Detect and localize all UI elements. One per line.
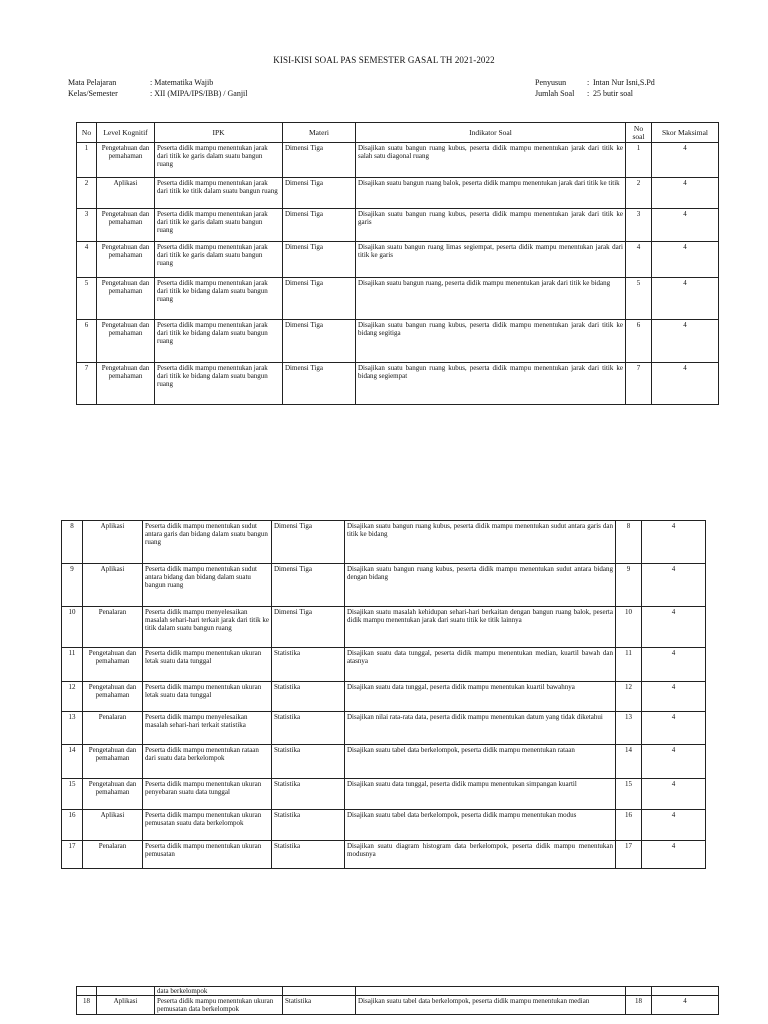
cell-level: Pengetahuan dan pemahaman: [83, 682, 143, 712]
cell-no: 4: [77, 242, 97, 278]
cell-no: 16: [62, 810, 83, 841]
cell-skor: 4: [652, 178, 719, 209]
cell-empty: [652, 987, 719, 996]
cell-indikator: Disajikan suatu tabel data berkelompok, peserta didik mampu menentukan median: [356, 996, 626, 1015]
cell-ipk: Peserta didik mampu menentukan ukuran letak suatu data tunggal: [143, 648, 272, 682]
cell-materi: Dimensi Tiga: [283, 209, 356, 242]
meta-label: Jumlah Soal: [535, 89, 575, 98]
cell-no-soal: 13: [616, 712, 642, 745]
cell-no-soal: 12: [616, 682, 642, 712]
cell-no: 11: [62, 648, 83, 682]
cell-materi: Statistika: [272, 682, 345, 712]
cell-skor: 4: [652, 996, 719, 1015]
cell-level: Pengetahuan dan pemahaman: [97, 209, 155, 242]
cell-materi: Dimensi Tiga: [272, 564, 345, 607]
cell-ipk: Peserta didik mampu menyelesaikan masalah sehari-hari terkait jarak dari titik ke titik dalam suatu bangun ruang: [143, 607, 272, 648]
table-row: [62, 810, 706, 841]
header-no-soal: No soal: [626, 123, 652, 143]
cell-materi: Statistika: [272, 841, 345, 869]
table-row: [62, 841, 706, 869]
cell-no-soal: 11: [616, 648, 642, 682]
cell-no: 15: [62, 779, 83, 810]
cell-ipk: Peserta didik mampu menentukan jarak dari titik ke bidang dalam suatu bangun ruang: [155, 320, 283, 363]
kisi-kisi-table-page-2: [61, 520, 706, 869]
cell-no-soal: 3: [626, 209, 652, 242]
table-row: [77, 320, 719, 363]
meta-right: [535, 77, 655, 99]
cell-indikator: Disajikan nilai rata-rata data, peserta didik mampu menentukan datum yang tidak diketahui: [345, 712, 616, 745]
cell-no: 10: [62, 607, 83, 648]
cell-no: 5: [77, 278, 97, 320]
cell-skor: 4: [652, 363, 719, 405]
cell-no-soal: 18: [626, 996, 652, 1015]
table-header-row: [77, 123, 719, 143]
cell-level: Pengetahuan dan pemahaman: [83, 745, 143, 779]
cell-skor: 4: [642, 607, 706, 648]
cell-materi: Statistika: [272, 712, 345, 745]
cell-level: Pengetahuan dan pemahaman: [97, 278, 155, 320]
cell-materi: Statistika: [272, 779, 345, 810]
cell-level: Aplikasi: [83, 564, 143, 607]
cell-skor: 4: [652, 209, 719, 242]
cell-indikator: Disajikan suatu data tunggal, peserta didik mampu menentukan kuartil bawahnya: [345, 682, 616, 712]
cell-ipk: Peserta didik mampu menyelesaikan masalah sehari-hari terkait statistika: [143, 712, 272, 745]
table-row-continuation: [77, 987, 719, 996]
cell-level: Aplikasi: [83, 810, 143, 841]
table-row: [62, 564, 706, 607]
cell-no: 3: [77, 209, 97, 242]
cell-no: 17: [62, 841, 83, 869]
cell-level: Pengetahuan dan pemahaman: [97, 363, 155, 405]
cell-no: 2: [77, 178, 97, 209]
cell-empty: [626, 987, 652, 996]
cell-no-soal: 10: [616, 607, 642, 648]
cell-materi: Dimensi Tiga: [283, 143, 356, 178]
cell-skor: 4: [642, 564, 706, 607]
cell-empty: [77, 987, 97, 996]
cell-indikator: Disajikan suatu bangun ruang limas segiempat, peserta didik mampu menentukan jarak dari titik ke garis: [356, 242, 626, 278]
cell-level: Penalaran: [83, 607, 143, 648]
meta-left: [68, 77, 248, 99]
meta-label: Mata Pelajaran: [68, 78, 117, 87]
meta-label: Penyusun: [535, 78, 567, 87]
cell-no-soal: 14: [616, 745, 642, 779]
cell-materi: Dimensi Tiga: [283, 242, 356, 278]
table-row: [62, 712, 706, 745]
table-row: [77, 278, 719, 320]
cell-materi: Statistika: [283, 996, 356, 1015]
cell-materi: Statistika: [272, 745, 345, 779]
cell-skor: 4: [652, 278, 719, 320]
cell-no: 9: [62, 564, 83, 607]
cell-skor: 4: [642, 682, 706, 712]
cell-level: Pengetahuan dan pemahaman: [97, 143, 155, 178]
meta-value: Intan Nur Isni,S.Pd: [593, 78, 655, 87]
cell-skor: 4: [642, 648, 706, 682]
table-row: [77, 143, 719, 178]
cell-skor: 4: [642, 841, 706, 869]
cell-no-soal: 8: [616, 521, 642, 564]
cell-empty: [97, 987, 155, 996]
meta-separator: :: [587, 89, 590, 98]
cell-no: 7: [77, 363, 97, 405]
cell-no: 13: [62, 712, 83, 745]
cell-level: Aplikasi: [83, 521, 143, 564]
kisi-kisi-table-page-1: [76, 122, 719, 405]
table-row: [77, 363, 719, 405]
cell-indikator: Disajikan suatu masalah kehidupan sehari-hari berkaitan dengan bangun ruang balok, peserta didik mampu menentukan jarak dari suatu titik ke titik lainnya: [345, 607, 616, 648]
cell-indikator: Disajikan suatu tabel data berkelompok, peserta didik mampu menentukan rataan: [345, 745, 616, 779]
meta-label: Kelas/Semester: [68, 89, 118, 98]
cell-ipk: Peserta didik mampu menentukan jarak dari titik ke garis dalam suatu bangun ruang: [155, 209, 283, 242]
cell-no-soal: 2: [626, 178, 652, 209]
cell-materi: Dimensi Tiga: [272, 521, 345, 564]
kisi-kisi-table-page-3: [76, 986, 719, 1015]
table-row: [77, 178, 719, 209]
cell-ipk: Peserta didik mampu menentukan ukuran penyebaran suatu data tunggal: [143, 779, 272, 810]
cell-ipk: Peserta didik mampu menentukan sudut antara garis dan bidang dalam suatu bangun ruang: [143, 521, 272, 564]
cell-no: 8: [62, 521, 83, 564]
cell-ipk: Peserta didik mampu menentukan jarak dari titik ke garis dalam suatu bangun ruang: [155, 242, 283, 278]
meta-separator: :: [587, 78, 590, 87]
cell-indikator: Disajikan suatu bangun ruang kubus, peserta didik mampu menentukan jarak dari titik ke bidang segitiga: [356, 320, 626, 363]
cell-indikator: Disajikan suatu bangun ruang balok, peserta didik mampu menentukan jarak dari titik ke titik: [356, 178, 626, 209]
cell-materi: Dimensi Tiga: [283, 363, 356, 405]
cell-indikator: Disajikan suatu bangun ruang kubus, peserta didik mampu menentukan sudut antara garis dan titik ke bidang: [345, 521, 616, 564]
table-row: [62, 607, 706, 648]
cell-no: 18: [77, 996, 97, 1015]
cell-indikator: Disajikan suatu bangun ruang kubus, peserta didik mampu menentukan sudut antara bidang dengan bidang: [345, 564, 616, 607]
cell-materi: Dimensi Tiga: [283, 278, 356, 320]
cell-indikator: Disajikan suatu bangun ruang kubus, peserta didik mampu menentukan jarak dari titik ke salah satu diagonal ruang: [356, 143, 626, 178]
cell-indikator: Disajikan suatu data tunggal, peserta didik mampu menentukan simpangan kuartil: [345, 779, 616, 810]
cell-skor: 4: [642, 712, 706, 745]
header-ipk: IPK: [155, 123, 283, 143]
cell-ipk: Peserta didik mampu menentukan jarak dari titik ke titik dalam suatu bangun ruang: [155, 178, 283, 209]
cell-no-soal: 1: [626, 143, 652, 178]
cell-skor: 4: [642, 745, 706, 779]
cell-ipk: Peserta didik mampu menentukan ukuran pemusatan suatu data berkelompok: [143, 810, 272, 841]
cell-indikator: Disajikan suatu bangun ruang kubus, peserta didik mampu menentukan jarak dari titik ke bidang segiempat: [356, 363, 626, 405]
cell-no-soal: 4: [626, 242, 652, 278]
cell-ipk: Peserta didik mampu menentukan ukuran pemusatan data berkelompok: [155, 996, 283, 1015]
cell-level: Penalaran: [83, 841, 143, 869]
cell-level: Penalaran: [83, 712, 143, 745]
header-skor: Skor Maksimal: [652, 123, 719, 143]
table-row: [77, 996, 719, 1015]
cell-materi: Statistika: [272, 648, 345, 682]
header-level: Level Kognitif: [97, 123, 155, 143]
cell-skor: 4: [642, 779, 706, 810]
table-row: [62, 745, 706, 779]
cell-skor: 4: [642, 521, 706, 564]
cell-level: Pengetahuan dan pemahaman: [97, 320, 155, 363]
cell-no-soal: 16: [616, 810, 642, 841]
cell-ipk: Peserta didik mampu menentukan ukuran pemusatan: [143, 841, 272, 869]
cell-materi: Statistika: [272, 810, 345, 841]
cell-no: 14: [62, 745, 83, 779]
cell-level: Aplikasi: [97, 996, 155, 1015]
meta-value: : Matematika Wajib: [150, 78, 214, 87]
cell-skor: 4: [652, 320, 719, 363]
table-row: [77, 209, 719, 242]
meta-value: : XII (MIPA/IPS/IBB) / Ganjil: [150, 89, 248, 98]
cell-no-soal: 17: [616, 841, 642, 869]
meta-value: 25 butir soal: [593, 89, 633, 98]
header-indikator: Indikator Soal: [356, 123, 626, 143]
cell-ipk: Peserta didik mampu menentukan jarak dari titik ke bidang dalam suatu bangun ruang: [155, 278, 283, 320]
cell-no: 6: [77, 320, 97, 363]
cell-no: 1: [77, 143, 97, 178]
cell-no-soal: 7: [626, 363, 652, 405]
cell-level: Pengetahuan dan pemahaman: [83, 648, 143, 682]
cell-empty: [356, 987, 626, 996]
cell-ipk-continuation: data berkelompok: [155, 987, 283, 996]
cell-ipk: Peserta didik mampu menentukan jarak dari titik ke garis dalam suatu bangun ruang: [155, 143, 283, 178]
table-row: [62, 521, 706, 564]
cell-materi: Dimensi Tiga: [283, 320, 356, 363]
cell-materi: Dimensi Tiga: [283, 178, 356, 209]
cell-ipk: Peserta didik mampu menentukan jarak dari titik ke bidang dalam suatu bangun ruang: [155, 363, 283, 405]
cell-ipk: Peserta didik mampu menentukan rataan dari suatu data berkelompok: [143, 745, 272, 779]
header-no: No: [77, 123, 97, 143]
cell-no-soal: 6: [626, 320, 652, 363]
cell-indikator: Disajikan suatu tabel data berkelompok, peserta didik mampu menentukan modus: [345, 810, 616, 841]
cell-level: Pengetahuan dan pemahaman: [97, 242, 155, 278]
page-title: KISI-KISI SOAL PAS SEMESTER GASAL TH 2021-2022: [273, 55, 495, 65]
cell-empty: [283, 987, 356, 996]
cell-no-soal: 5: [626, 278, 652, 320]
cell-skor: 4: [652, 143, 719, 178]
table-row: [62, 648, 706, 682]
cell-level: Aplikasi: [97, 178, 155, 209]
cell-ipk: Peserta didik mampu menentukan ukuran letak suatu data tunggal: [143, 682, 272, 712]
cell-indikator: Disajikan suatu diagram histogram data berkelompok, peserta didik mampu menentukan modusnya: [345, 841, 616, 869]
cell-indikator: Disajikan suatu bangun ruang, peserta didik mampu menentukan jarak dari titik ke bidang: [356, 278, 626, 320]
cell-no: 12: [62, 682, 83, 712]
cell-ipk: Peserta didik mampu menentukan sudut antara bidang dan bidang dalam suatu bangun ruang: [143, 564, 272, 607]
header-materi: Materi: [283, 123, 356, 143]
table-row: [77, 242, 719, 278]
cell-skor: 4: [652, 242, 719, 278]
cell-materi: Dimensi Tiga: [272, 607, 345, 648]
table-row: [62, 682, 706, 712]
cell-level: Pengetahuan dan pemahaman: [83, 779, 143, 810]
cell-indikator: Disajikan suatu data tunggal, peserta didik mampu menentukan median, kuartil bawah dan atasnya: [345, 648, 616, 682]
cell-no-soal: 9: [616, 564, 642, 607]
cell-indikator: Disajikan suatu bangun ruang kubus, peserta didik mampu menentukan jarak dari titik ke garis: [356, 209, 626, 242]
cell-skor: 4: [642, 810, 706, 841]
cell-no-soal: 15: [616, 779, 642, 810]
table-row: [62, 779, 706, 810]
